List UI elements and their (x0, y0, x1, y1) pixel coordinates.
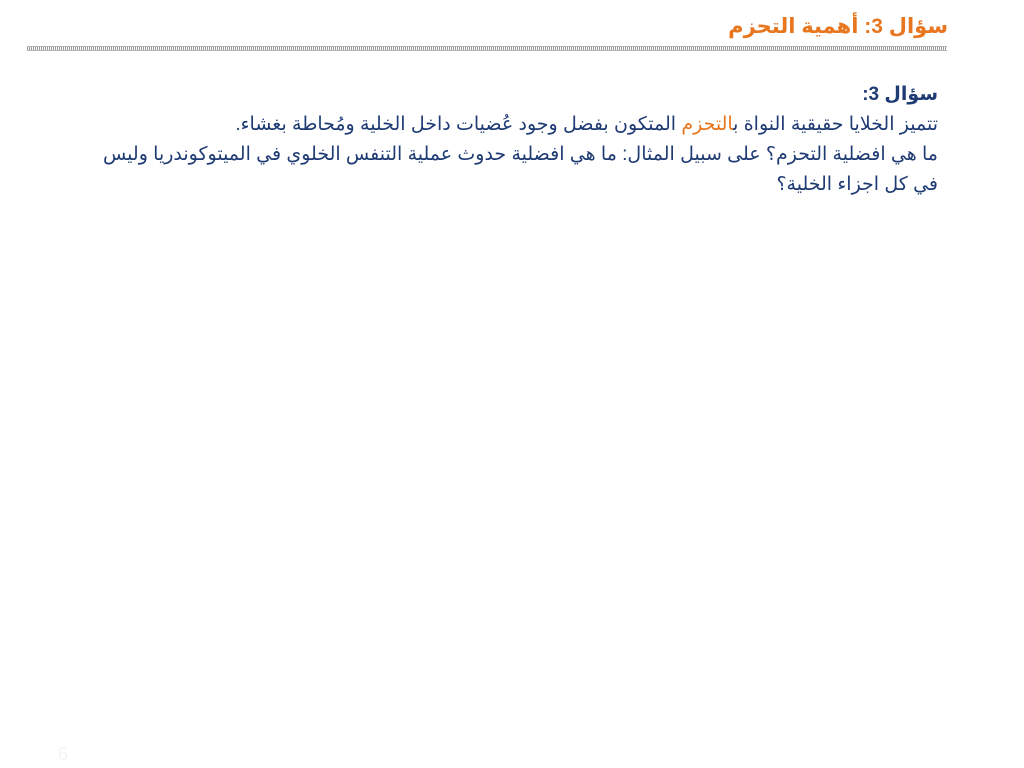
line1-before: تتميز الخلايا حقيقية النواة ب (733, 114, 938, 135)
line1-after: المتكون بفضل وجود عُضيات داخل الخلية ومُحاطة بغشاء. (235, 114, 682, 135)
question-line-1 (58, 110, 938, 140)
question-line-3: في كل اجزاء الخلية؟ (776, 174, 938, 195)
title-divider (27, 46, 947, 51)
question-label: سؤال 3: (862, 84, 938, 105)
slide-title: سؤال 3: أهمية التحزم (728, 15, 948, 38)
highlighted-term: التحزم (681, 114, 734, 135)
page-number: 6 (58, 744, 69, 764)
question-body (58, 80, 938, 200)
question-line-2: ما هي افضلية التحزم؟ على سبيل المثال: ما هي افضلية حدوث عملية التنفس الخلوي في الميتوكوندريا وليس (102, 144, 938, 165)
